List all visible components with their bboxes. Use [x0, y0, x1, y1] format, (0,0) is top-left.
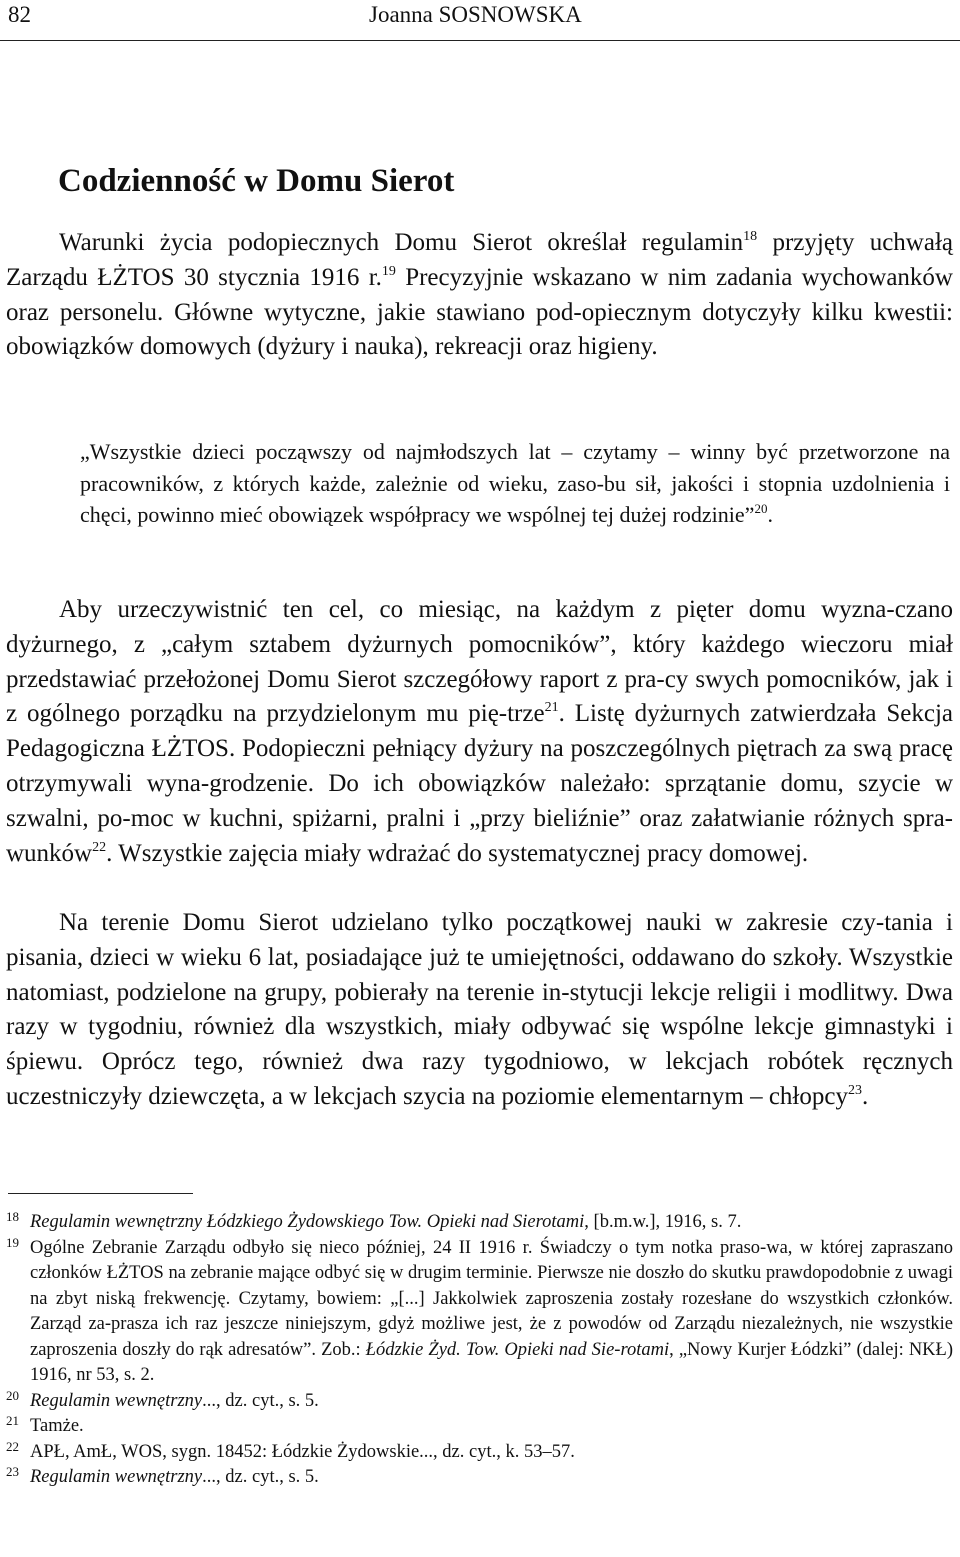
footnote-ref-21[interactable]: 21: [544, 700, 559, 716]
paragraph-education-end: .: [861, 1082, 869, 1110]
block-quote-text: „Wszystkie dzieci począwszy od najmłodszych lat – czytamy – winny być przetworzone na pracowników, z których każde, zależnie od wieku, zaso-bu sił, jakości i stopnia uzdolnienia i chęci, powinno mieć obowiązek współpracy we wspólnej tej dużej rodzinie”: [80, 439, 950, 527]
footnote-text: Ogólne Zebranie Zarządu odbyło się nieco później, 24 II 1916 r. Świadczy o tym notka praso-wa, w której zapraszano członków ŁŻTOS na zebranie mające odbyć się w drugim terminie. Pierwsze nie doszło do skutku prawdopodobnie z uwagi na zbyt niską frekwencję. Czytamy, bowiem: „[...] Jakkolwiek zaproszenia zostały rozesłane do wszystkich członków. Zarząd za-prasza ich raz jeszcze niniejszym, gdyż możliwe jest, że z powodów od Zarządu niezależnych, nie wszystkie zaproszenia doszły do rąk adresatów”. Zob.:: [30, 1237, 953, 1360]
paragraph-intro: [6, 226, 953, 365]
footnote-title: Regulamin wewnętrzny: [30, 1390, 203, 1411]
paragraph-intro-text-a: Warunki życia podopiecznych Domu Sierot określał regulamin: [59, 229, 744, 256]
footnote-ref-20[interactable]: 20: [754, 501, 768, 516]
footnote-ref-22[interactable]: 22: [92, 839, 107, 855]
section-title: Codzienność w Domu Sierot: [58, 163, 455, 199]
paragraph-intro-text-c: Precyzyjnie wskazano w nim zadania wychowanków oraz personelu. Główne wytyczne, jakie stawiano pod-opiecznym dotyczyły kilku kwestii: obowiązków domowych (dyżury i nauka), rekreacji oraz higieny.: [6, 263, 953, 361]
footnote-text: ..., dz. cyt., s. 5.: [202, 1390, 319, 1411]
paragraph-education: [6, 906, 953, 1115]
footnote-19: [6, 1236, 953, 1389]
footnote-title: Regulamin wewnętrzny Łódzkiego Żydowskiego Tow. Opieki nad Sierotami: [30, 1212, 585, 1232]
footnote-title: Łódzkie Żyd. Tow. Opieki nad Sie-rotami: [365, 1339, 670, 1360]
footnote-number: 19: [6, 1234, 19, 1250]
block-quote: [80, 436, 950, 531]
footnote-text: , [b.m.w.], 1916, s. 7.: [584, 1212, 742, 1232]
footnote-23: [6, 1465, 953, 1491]
page-number: 82: [8, 2, 31, 27]
running-head-author: Joanna SOSNOWSKA: [369, 2, 582, 27]
paragraph-intro-text-b: przyjęty uchwałą Zarządu ŁŻTOS 30 stycznia 1916 r.: [6, 229, 953, 291]
footnote-number: 23: [6, 1464, 19, 1479]
footnote-22: [6, 1440, 953, 1466]
footnote-21: [6, 1414, 953, 1440]
paragraph-duty-text-a: Aby urzeczywistnić ten cel, co miesiąc, na każdym z pięter domu wyzna-czano dyżurnego, z „całym sztabem dyżurnych pomocników”, który każdego wieczoru miał przedstawiać przełożonej Domu Sierot szczegółowy raport z pra-cy swych pomocników, jak i z ogólnego porządku na przydzielonym mu pię-trze: [6, 596, 953, 728]
paragraph-duty-text-c: . Wszystkie zajęcia miały wdrażać do systematycznej pracy domowej.: [106, 839, 809, 867]
footnote-text: APŁ, AmŁ, WOS, sygn. 18452: Łódzkie Żydowskie..., dz. cyt., k. 53–57.: [30, 1441, 575, 1462]
footnote-separator: [8, 1193, 193, 1194]
footnote-text: ..., dz. cyt., s. 5.: [202, 1467, 319, 1487]
paragraph-duty-text-b: . Listę dyżurnych zatwierdzała Sekcja Pedagogiczna ŁŻTOS. Podopieczni pełniący dyżury na poszczególnych piętrach za swą pracę otrzymywali wyna-grodzenie. Do ich obowiązków należało: sprzątanie domu, szycie w szwalni, po-moc w kuchni, spiżarni, pralni i „przy bieliźnie” oraz załatwianie różnych spra-wunków: [6, 700, 953, 867]
footnote-ref-19[interactable]: 19: [381, 263, 396, 279]
footnote-text: Tamże.: [30, 1416, 84, 1436]
footnote-tail: , „Nowy Kurjer Łódzki” (dalej: NKŁ) 1916, nr 53, s. 2.: [30, 1339, 954, 1385]
footnote-number: 20: [6, 1387, 19, 1403]
footnote-number: 22: [6, 1438, 19, 1454]
block-quote-end: .: [767, 502, 773, 527]
paragraph-education-text: Na terenie Domu Sierot udzielano tylko początkowej nauki w zakresie czy-tania i pisania, dzieci w wieku 6 lat, posiadające już te umiejętności, oddawano do szkoły. Wszystkie natomiast, podzielone na grupy, pobierały na terenie in-stytucji lekcje religii i modlitwy. Dwa razy w tygodniu, również dla wszystkich, miały odbywać się wspólne lekcje gimnastyki i śpiewu. Oprócz tego, również dwa razy tygodniowo, w lekcjach robótek ręcznych uczestniczyły dziewczęta, a w lekcjach szycia na poziomie elementarnym – chłopcy: [6, 909, 953, 1110]
footnote-18: [6, 1210, 953, 1236]
running-header: [0, 0, 960, 41]
footnotes: [6, 1210, 953, 1491]
footnote-title: Regulamin wewnętrzny: [30, 1467, 203, 1487]
paragraph-duty: [6, 593, 953, 871]
footnote-ref-23[interactable]: 23: [847, 1082, 862, 1098]
footnote-20: [6, 1389, 953, 1415]
footnote-number: 18: [6, 1209, 19, 1224]
footnote-number: 21: [6, 1413, 19, 1428]
footnote-ref-18[interactable]: 18: [743, 229, 758, 244]
